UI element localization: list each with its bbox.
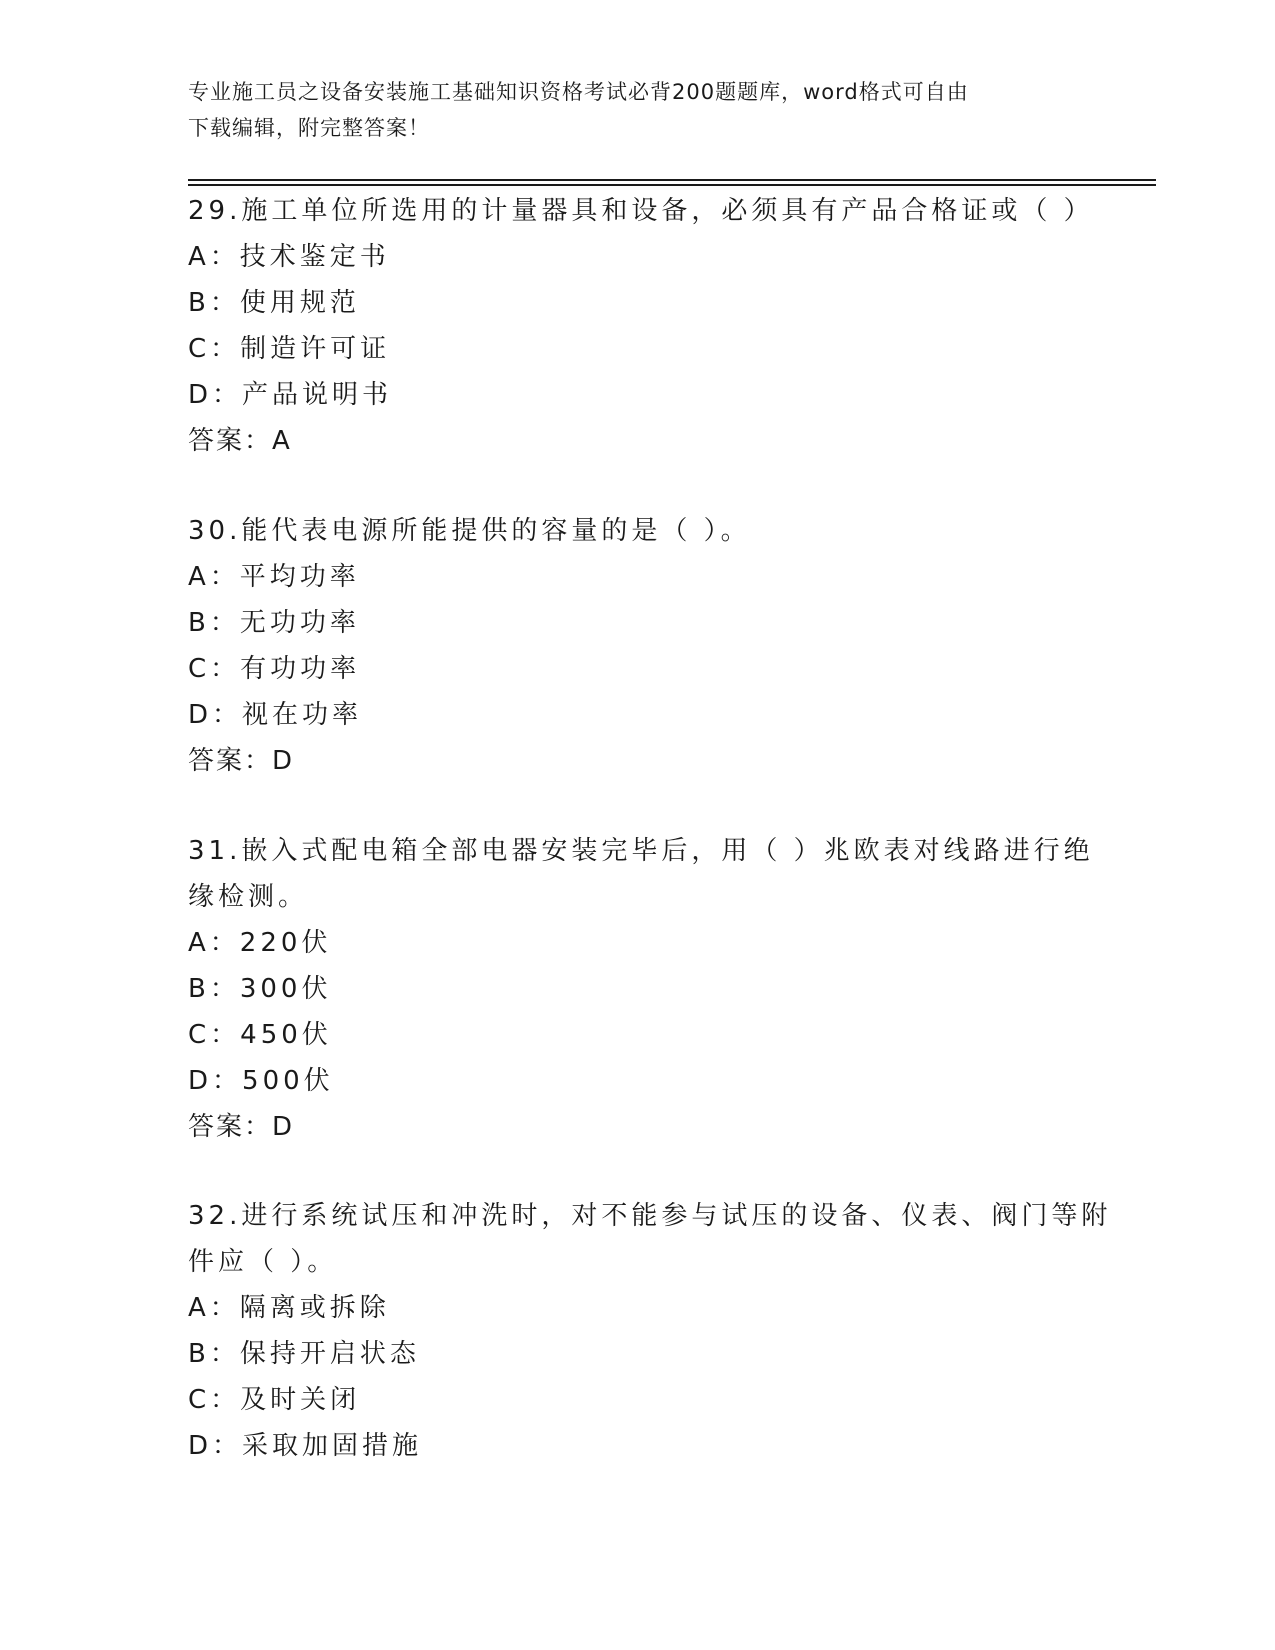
header-line-2: 下载编辑，附完整答案！ [188, 116, 430, 140]
header-divider-top [188, 179, 1156, 181]
option-b: B：保持开启状态 [188, 1339, 420, 1369]
option-a: A：隔离或拆除 [188, 1293, 390, 1323]
option-a: A：平均功率 [188, 562, 360, 592]
question-stem: 31.嵌入式配电箱全部电器安装完毕后，用（ ）兆欧表对线路进行绝 [188, 836, 1094, 866]
option-a: A：220伏 [188, 928, 332, 958]
header-line-1: 专业施工员之设备安装施工基础知识资格考试必背200题题库，word格式可自由 [188, 80, 969, 104]
question-31 [188, 828, 1094, 1150]
option-d: D：500伏 [188, 1066, 334, 1096]
option-b: B：300伏 [188, 974, 332, 1004]
option-b: B：使用规范 [188, 288, 360, 318]
option-d: D：产品说明书 [188, 380, 393, 410]
question-32 [188, 1193, 1112, 1469]
question-stem: 30.能代表电源所能提供的容量的是（ ）。 [188, 516, 751, 546]
answer-line: 答案：A [188, 426, 292, 456]
header-divider-bottom [188, 184, 1156, 186]
option-c: C：制造许可证 [188, 334, 391, 364]
option-c: C：450伏 [188, 1020, 332, 1050]
option-c: C：有功功率 [188, 654, 361, 684]
question-stem: 32.进行系统试压和冲洗时，对不能参与试压的设备、仪表、阀门等附 [188, 1201, 1112, 1231]
option-b: B：无功功率 [188, 608, 360, 638]
answer-line: 答案：D [188, 746, 295, 776]
question-29 [188, 188, 1094, 464]
document-header [188, 74, 1088, 146]
question-stem-continued: 件应（ ）。 [188, 1247, 338, 1277]
question-30 [188, 508, 1088, 784]
option-c: C：及时关闭 [188, 1385, 361, 1415]
option-d: D：采取加固措施 [188, 1431, 423, 1461]
question-stem-continued: 缘检测。 [188, 882, 309, 912]
option-d: D：视在功率 [188, 700, 363, 730]
question-stem: 29.施工单位所选用的计量器具和设备，必须具有产品合格证或（ ） [188, 196, 1094, 226]
option-a: A：技术鉴定书 [188, 242, 390, 272]
answer-line: 答案：D [188, 1112, 295, 1142]
